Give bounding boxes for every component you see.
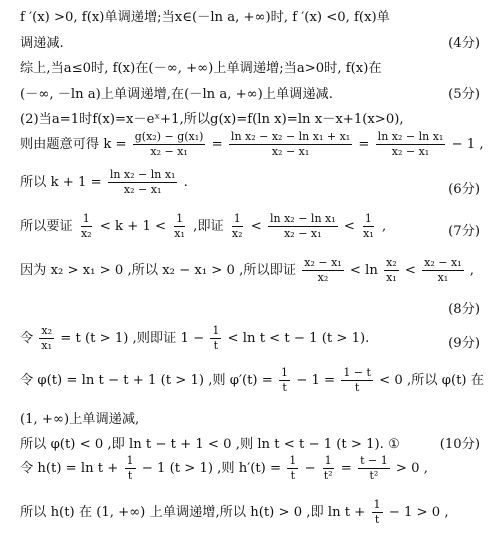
fraction-x2-over-x1-t bbox=[39, 324, 54, 353]
eq-phi-suffix: < 0 ,所以 φ(t) 在 bbox=[379, 372, 484, 388]
score-8: (8分) bbox=[448, 302, 480, 317]
text-line-2 bbox=[20, 32, 494, 51]
fraction-den: x₂ − x₁ bbox=[271, 144, 310, 158]
eq-let-mid: = t (t > 1) ,则即证 1 − bbox=[60, 330, 205, 346]
text-line-4 bbox=[20, 83, 494, 102]
equation-prove bbox=[20, 212, 494, 241]
less-than: < bbox=[250, 218, 262, 234]
fraction-num: 1 bbox=[281, 366, 289, 379]
fraction-den: t² bbox=[369, 468, 379, 482]
text-line-decreasing bbox=[20, 408, 494, 427]
equation-h bbox=[20, 454, 494, 483]
eq-k-suffix: − 1 , bbox=[451, 136, 484, 152]
fraction-den: x₁ bbox=[386, 270, 397, 284]
fraction-1-over-t-h bbox=[125, 454, 136, 483]
score-6: (6分) bbox=[448, 182, 480, 197]
eq-last-suffix: − 1 > 0 , bbox=[388, 504, 449, 520]
fraction-num: x₂ − x₁ bbox=[304, 256, 342, 269]
equation-because bbox=[20, 256, 494, 285]
line-3-text: 综上,当a≤0时, f(x)在(－∞, +∞)上单调递增;当a>0时, f(x)在 bbox=[20, 61, 382, 76]
fraction-num: ln x₂ − ln x₁ bbox=[270, 212, 336, 225]
eq-prove-mid1: < k + 1 < bbox=[99, 218, 167, 234]
fraction-t-minus-1-over-t2 bbox=[358, 454, 390, 483]
text-line-phi-result bbox=[20, 433, 494, 452]
fraction-num: x₂ − x₁ bbox=[424, 256, 462, 269]
eq-last-prefix: 所以 h(t) 在 (1, +∞) 上单调递增,所以 h(t) > 0 ,即 ln t + bbox=[20, 504, 366, 520]
equation-k-plus-1 bbox=[20, 168, 494, 197]
line-1-text: f ′(x) >0, f(x)单调递增;当x∈(－ln a, +∞)时, f ′(x) <0, f(x)单 bbox=[20, 10, 390, 25]
fraction-den: x₂ − x₁ bbox=[150, 144, 188, 158]
fraction-x2-over-x1 bbox=[384, 256, 399, 285]
fraction-1-over-t-last bbox=[372, 498, 383, 527]
fraction-num: 1 bbox=[324, 454, 332, 467]
equation-last bbox=[20, 498, 494, 527]
fraction-num: 1 bbox=[126, 454, 134, 467]
less-than: < bbox=[343, 218, 355, 234]
eq-k-prefix: 则由题意可得 k = bbox=[20, 136, 127, 152]
fraction-num: 1 bbox=[364, 212, 372, 225]
fraction-ln-diff bbox=[268, 212, 338, 241]
fraction-k3 bbox=[376, 130, 446, 159]
fraction-1-over-t-phi bbox=[279, 366, 290, 395]
score-10: (10分) bbox=[439, 437, 480, 452]
fraction-1-minus-t-over-t bbox=[341, 366, 373, 395]
fraction-den: t bbox=[290, 468, 295, 482]
fraction-num: g(x₂) − g(x₁) bbox=[134, 130, 204, 143]
eq-h-suffix: > 0 , bbox=[395, 460, 428, 476]
fraction-num: 1 bbox=[82, 212, 90, 225]
line-5-text: (2)当a=1时f(x)=x－eˣ+1,所以g(x)=f(ln x)=ln x－x+1(x>0), bbox=[20, 112, 404, 127]
fraction-den: x₁ bbox=[41, 338, 53, 352]
fraction-num: t − 1 bbox=[360, 454, 388, 467]
eq-let-prefix: 令 bbox=[20, 330, 34, 346]
score-5: (5分) bbox=[448, 87, 480, 102]
eq-let-suffix: < ln t < t − 1 (t > 1). bbox=[227, 330, 370, 346]
eq-because-prefix: 因为 x₂ > x₁ > 0 ,所以 x₂ − x₁ > 0 ,所以即证 bbox=[20, 262, 297, 278]
line-4-text: (－∞, －ln a)上单调递增,在(－ln a, +∞)上单调递减. bbox=[20, 87, 333, 102]
line-2-text: 调递减. bbox=[20, 36, 64, 51]
fraction-den: x₂ bbox=[317, 270, 329, 284]
fraction-num: 1 bbox=[176, 212, 184, 225]
fraction-num: 1 − t bbox=[343, 366, 371, 379]
fraction-num: 1 bbox=[233, 212, 241, 225]
fraction-den: t bbox=[213, 338, 219, 352]
fraction-den: t bbox=[374, 512, 380, 526]
equals-sign: = bbox=[340, 460, 352, 476]
fraction-den: t bbox=[354, 380, 360, 394]
fraction-1-over-x2 bbox=[79, 212, 94, 241]
eq-because-suffix: , bbox=[469, 262, 474, 278]
eq-h-prefix: 令 h(t) = ln t + bbox=[20, 460, 119, 476]
equals-sign: = bbox=[358, 136, 370, 152]
score-4: (4分) bbox=[448, 36, 480, 51]
score-9: (9分) bbox=[448, 336, 480, 351]
equation-k bbox=[20, 130, 494, 159]
fraction-num: 1 bbox=[212, 324, 220, 337]
fraction-den: t bbox=[282, 380, 287, 394]
fraction-den: x₂ − x₁ bbox=[123, 182, 162, 196]
eq-k1-suffix: . bbox=[183, 174, 188, 190]
text-line-5 bbox=[20, 108, 494, 127]
fraction-1-over-x1-b bbox=[361, 212, 376, 241]
score-7: (7分) bbox=[448, 224, 480, 239]
fraction-num: 1 bbox=[289, 454, 297, 467]
fraction-den: x₂ − x₁ bbox=[391, 144, 430, 158]
minus-sign: − bbox=[304, 460, 316, 476]
fraction-den: x₁ bbox=[363, 226, 374, 240]
eq-k1-prefix: 所以 k + 1 = bbox=[20, 174, 102, 190]
line-phi-text: 所以 φ(t) < 0 ,即 ln t − t + 1 < 0 ,则 ln t < t − 1 (t > 1). ① bbox=[20, 437, 400, 452]
eq-phi-mid: − 1 = bbox=[296, 372, 336, 388]
fraction-1-over-x1 bbox=[172, 212, 187, 241]
text-line-1 bbox=[20, 6, 494, 25]
eq-prove-suffix: , bbox=[381, 218, 387, 234]
equation-let-t bbox=[20, 324, 494, 353]
fraction-den: t bbox=[127, 468, 133, 482]
text-line-3 bbox=[20, 57, 494, 76]
fraction-k1-value bbox=[108, 168, 178, 197]
eq-phi-prefix: 令 φ(t) = ln t − t + 1 (t > 1) ,则 φ′(t) = bbox=[20, 372, 273, 388]
fraction-1-over-t2 bbox=[322, 454, 335, 483]
equation-phi bbox=[20, 366, 494, 395]
fraction-diff-over-x1 bbox=[422, 256, 463, 285]
fraction-num: x₂ bbox=[386, 256, 397, 269]
eq-prove-mid2: ,即证 bbox=[193, 218, 224, 234]
fraction-k2 bbox=[229, 130, 352, 159]
fraction-num: ln x₂ − ln x₁ bbox=[377, 130, 444, 143]
line-decreasing-text: (1, +∞)上单调递减, bbox=[20, 412, 140, 427]
fraction-diff-over-x2 bbox=[302, 256, 343, 285]
fraction-den: x₂ − x₁ bbox=[284, 226, 322, 240]
less-than: < bbox=[404, 262, 416, 278]
fraction-den: x₂ bbox=[231, 226, 243, 240]
fraction-1-over-t-h2 bbox=[287, 454, 298, 483]
fraction-den: t² bbox=[323, 468, 333, 482]
fraction-den: x₁ bbox=[437, 270, 449, 284]
fraction-num: 1 bbox=[373, 498, 381, 511]
fraction-den: x₁ bbox=[174, 226, 185, 240]
fraction-1-over-t bbox=[210, 324, 221, 353]
less-than-ln: < ln bbox=[349, 262, 378, 278]
eq-prove-prefix: 所以要证 bbox=[20, 218, 73, 234]
fraction-num: ln x₂ − x₂ − ln x₁ + x₁ bbox=[230, 130, 351, 143]
fraction-num: x₂ bbox=[41, 324, 53, 337]
equals-sign: = bbox=[211, 136, 223, 152]
fraction-num: ln x₂ − ln x₁ bbox=[109, 168, 176, 181]
fraction-den: x₂ bbox=[80, 226, 92, 240]
fraction-1-over-x2-b bbox=[230, 212, 245, 241]
fraction-k1 bbox=[133, 130, 206, 159]
eq-h-mid: − 1 (t > 1) ,则 h′(t) = bbox=[141, 460, 282, 476]
